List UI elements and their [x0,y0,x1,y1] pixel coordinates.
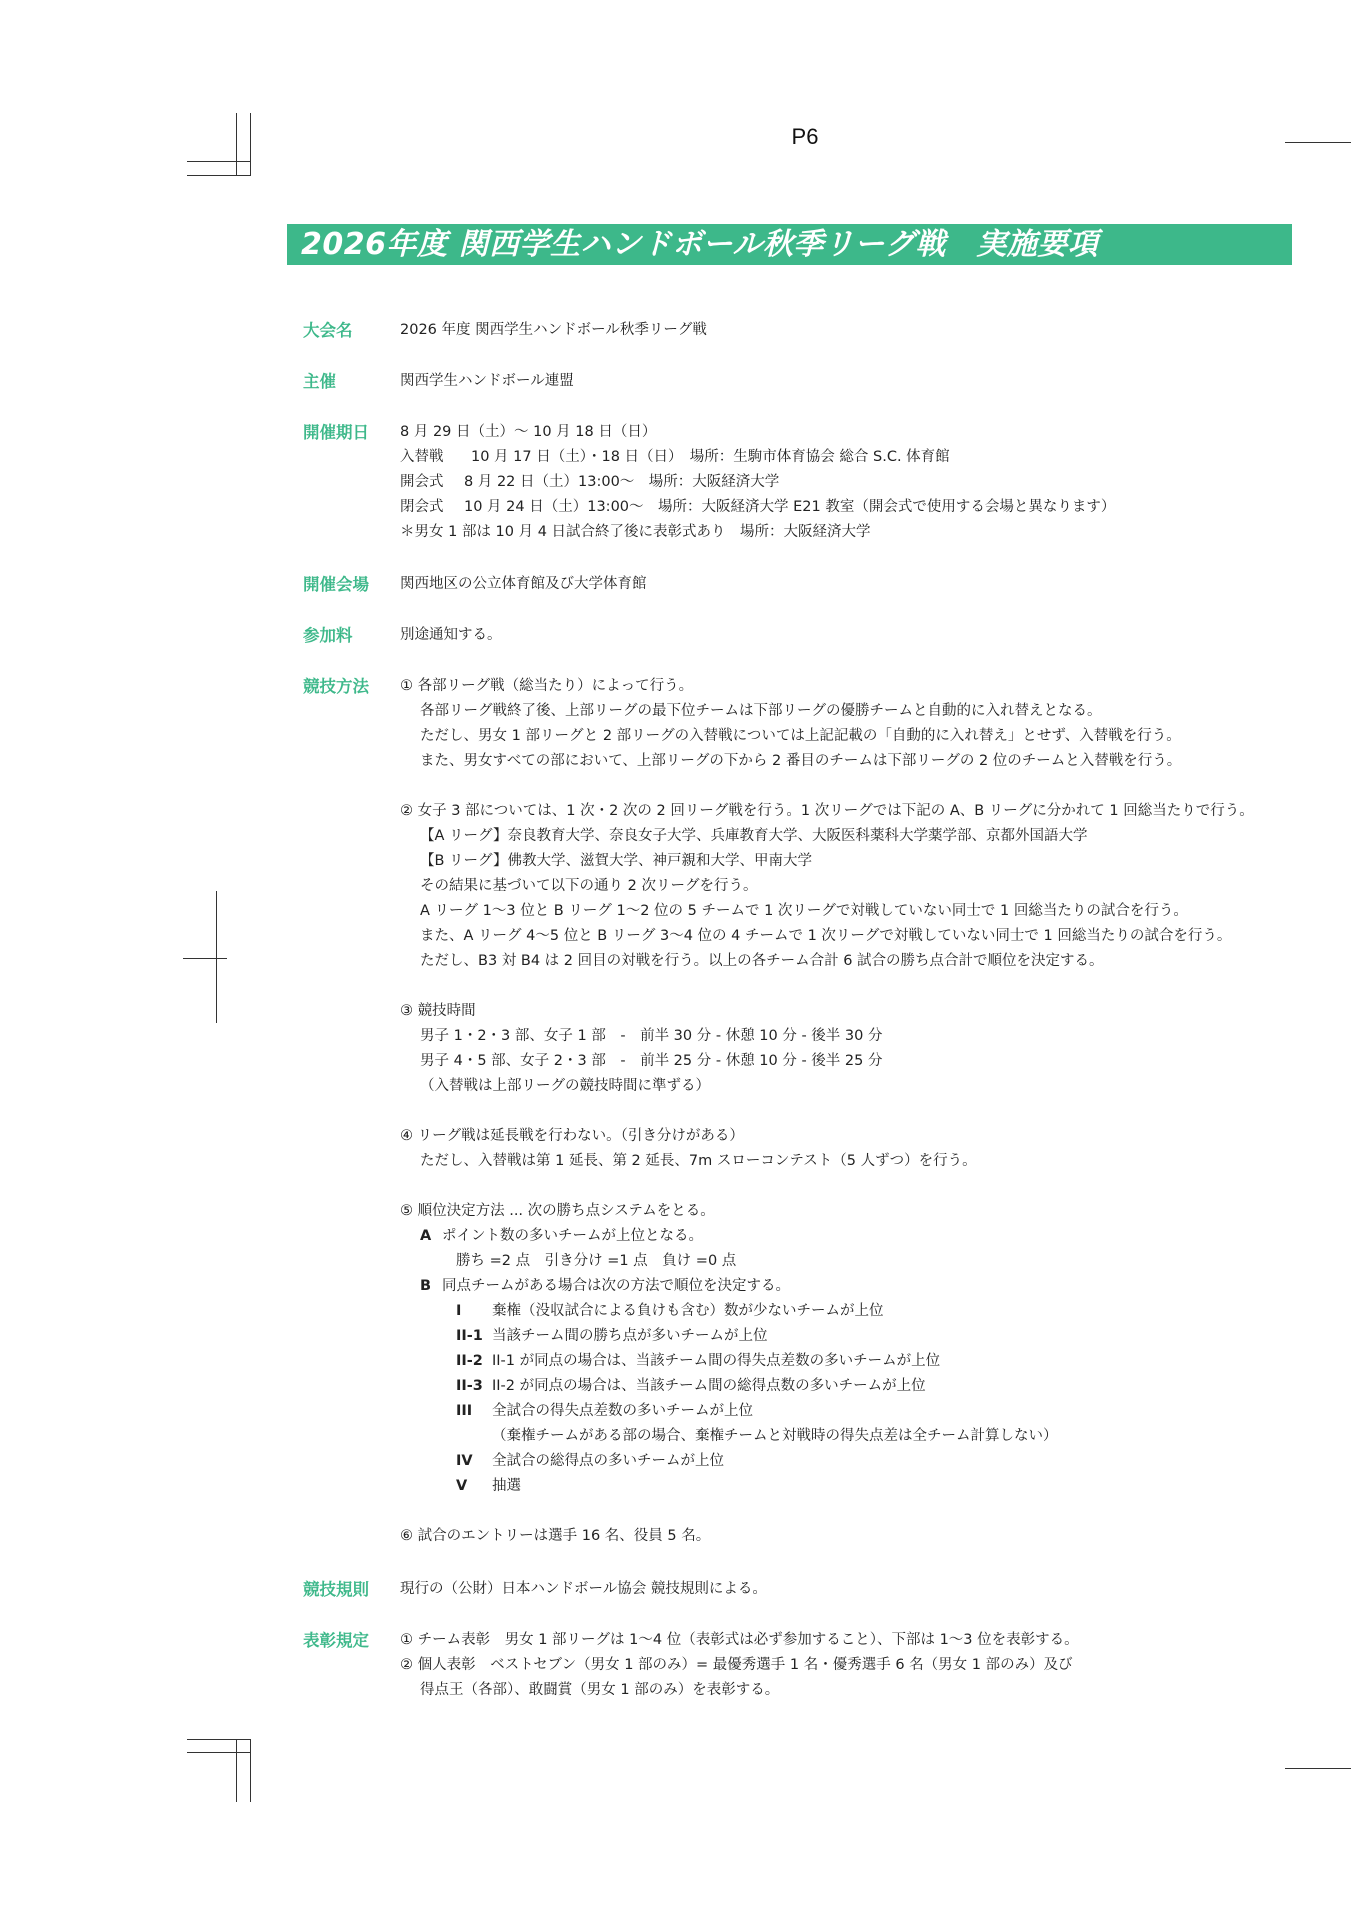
section-content [400,1628,1295,1703]
section-content [400,420,1295,545]
section-content [400,623,1295,648]
crop-mark [187,161,250,162]
crop-mark [236,113,237,176]
text-line: 各部リーグ戦終了後、上部リーグの最下位チームは下部リーグの優勝チームと自動的に入れ替えとなる。 [420,703,1102,719]
ranking-text: 同点チームがある場合は次の方法で順位を決定する。 [442,1278,790,1294]
text-line: また、男女すべての部において、上部リーグの下から 2 番目のチームは下部リーグの 2 位のチームと入替戦を行う。 [420,753,1182,769]
text-line: 関西地区の公立体育館及び大学体育館 [400,576,647,592]
text-line: 得点王（各部）、敢闘賞（男女 1 部のみ）を表彰する。 [420,1682,780,1698]
crop-mark [216,891,217,1023]
section-content [400,1577,1295,1602]
crop-mark [250,1739,251,1802]
tiebreak-text: 全試合の総得点の多いチームが上位 [492,1453,724,1469]
text-line: A リーグ 1～3 位と B リーグ 1～2 位の 5 チームで 1 次リーグで対戦していない同士で 1 回総当たりの試合を行う。 [420,903,1188,919]
section-label: 競技方法 [303,677,369,696]
tiebreak-label [400,1424,492,1449]
crop-mark [1285,142,1351,143]
crop-mark [1285,1768,1351,1769]
section-content [400,674,1295,1549]
ranking-text: ポイント数の多いチームが上位となる。 [442,1228,703,1244]
tiebreak-text: （棄権チームがある部の場合、棄権チームと対戦時の得失点差は全チーム計算しない） [492,1428,1058,1444]
section-label: 参加料 [303,626,353,645]
text-line: 【B リーグ】佛教大学、滋賀大学、神戸親和大学、甲南大学 [420,853,812,869]
text-line: ④ リーグ戦は延長戦を行わない。（引き分けがある） [400,1128,744,1144]
tiebreak-text: 棄権（没収試合による負けも含む）数が少ないチームが上位 [492,1303,884,1319]
tiebreak-label: II-1 [456,1328,483,1344]
text-line: ⑥ 試合のエントリーは選手 16 名、役員 5 名。 [400,1528,711,1544]
tiebreak-rule [400,1399,1295,1424]
text-line: ⑤ 順位決定方法 ... 次の勝ち点システムをとる。 [400,1203,715,1219]
text-line: ＊男女 1 部は 10 月 4 日試合終了後に表彰式あり 場所：大阪経済大学 [400,524,871,540]
text-line: ① 各部リーグ戦（総当たり）によって行う。 [400,678,694,694]
text-line: （入替戦は上部リーグの競技時間に準ずる） [420,1078,710,1094]
schedule-value: 10 月 24 日（土）13:00～ 場所：大阪経済大学 E21 教室（開会式で使用する会場と異なります） [464,499,1116,515]
text-line: また、A リーグ 4～5 位と B リーグ 3～4 位の 4 チームで 1 次リーグで対戦していない同士で 1 回総当たりの試合を行う。 [420,928,1232,944]
section-label: 競技規則 [303,1580,369,1599]
schedule-row [400,470,1295,495]
schedule-label: 開会式 [400,474,444,490]
tiebreak-note [400,1424,1295,1449]
schedule-label: 閉会式 [400,499,444,515]
schedule-label: 入替戦 [400,449,444,465]
tiebreak-label: IV [456,1453,473,1469]
schedule-row [400,495,1295,520]
section-label: 大会名 [303,321,353,340]
ranking-label: B [420,1278,432,1294]
text-line: その結果に基づいて以下の通り 2 次リーグを行う。 [420,878,758,894]
section-content [400,572,1295,597]
text-line: ただし、B3 対 B4 は 2 回目の対戦を行う。以上の各チーム合計 6 試合の勝ち点合計で順位を決定する。 [420,953,1104,969]
schedule-row [400,445,1295,470]
section-label: 開催会場 [303,575,369,594]
tiebreak-rule [400,1324,1295,1349]
text-line: ただし、入替戦は第 1 延長、第 2 延長、7m スローコンテスト（5 人ずつ）を行う。 [420,1153,977,1169]
section-label: 開催期日 [303,423,369,442]
tiebreak-text: 抽選 [492,1478,521,1494]
tiebreak-rule [400,1299,1295,1324]
tiebreak-label: III [456,1403,473,1419]
text-line: 男子 1・2・3 部、女子 1 部 - 前半 30 分 - 休憩 10 分 - 後半 30 分 [420,1028,883,1044]
schedule-value: 8 月 22 日（土）13:00～ 場所：大阪経済大学 [464,474,780,490]
text-line: 関西学生ハンドボール連盟 [400,373,574,389]
tiebreak-text: 全試合の得失点差数の多いチームが上位 [492,1403,753,1419]
text-line: 現行の（公財）日本ハンドボール協会 競技規則による。 [400,1581,767,1597]
tiebreak-rule [400,1449,1295,1474]
ranking-item-a [400,1224,1295,1249]
crop-mark [187,175,250,176]
section-content [400,369,1295,394]
crop-mark [236,1739,237,1802]
section-label: 主催 [303,372,336,391]
document-title: 2026年度 関西学生ハンドボール秋季リーグ戦 実施要項 [287,224,1292,265]
text-line: 【A リーグ】奈良教育大学、奈良女子大学、兵庫教育大学、大阪医科薬科大学薬学部、京都外国語大学 [420,828,1088,844]
crop-mark [187,1739,250,1740]
crop-mark [187,1752,250,1753]
tiebreak-label: II-3 [456,1378,483,1394]
text-line: ② 個人表彰 ベストセブン（男女 1 部のみ）= 最優秀選手 1 名・優秀選手 6 名（男女 1 部のみ）及び [400,1657,1073,1673]
text-line: 8 月 29 日（土）～ 10 月 18 日（日） [400,424,657,440]
tiebreak-text: II-1 が同点の場合は、当該チーム間の得失点差数の多いチームが上位 [492,1353,941,1369]
text-line: 勝ち =2 点 引き分け =1 点 負け =0 点 [456,1253,737,1269]
tiebreak-label: V [456,1478,468,1494]
ranking-label: A [420,1228,432,1244]
page-number: P6 [791,124,819,149]
tiebreak-text: 当該チーム間の勝ち点が多いチームが上位 [492,1328,768,1344]
ranking-item-b [400,1274,1295,1299]
tiebreak-rule [400,1474,1295,1499]
text-line: ただし、男女 1 部リーグと 2 部リーグの入替戦については上記記載の「自動的に入れ替え」とせず、入替戦を行う。 [420,728,1181,744]
tiebreak-rule [400,1374,1295,1399]
text-line: 男子 4・5 部、女子 2・3 部 - 前半 25 分 - 休憩 10 分 - 後半 25 分 [420,1053,883,1069]
section-content [400,318,1295,343]
tiebreak-rule [400,1349,1295,1374]
section-label: 表彰規定 [303,1631,369,1650]
crop-mark [183,958,227,959]
text-line: ② 女子 3 部については、1 次・2 次の 2 回リーグ戦を行う。1 次リーグでは下記の A、B リーグに分かれて 1 回総当たりで行う。 [400,803,1254,819]
schedule-value: 10 月 17 日（土）・18 日（日） 場所：生駒市体育協会 総合 S.C. 体育館 [471,449,950,465]
text-line: 別途通知する。 [400,627,502,643]
tiebreak-text: II-2 が同点の場合は、当該チーム間の総得点数の多いチームが上位 [492,1378,926,1394]
tiebreak-label: I [456,1303,462,1319]
text-line: 2026 年度 関西学生ハンドボール秋季リーグ戦 [400,322,707,338]
text-line: ③ 競技時間 [400,1003,476,1019]
tiebreak-label: II-2 [456,1353,483,1369]
crop-mark [250,113,251,176]
text-line: ① チーム表彰 男女 1 部リーグは 1～4 位（表彰式は必ず参加すること）、下部は 1～3 位を表彰する。 [400,1632,1079,1648]
